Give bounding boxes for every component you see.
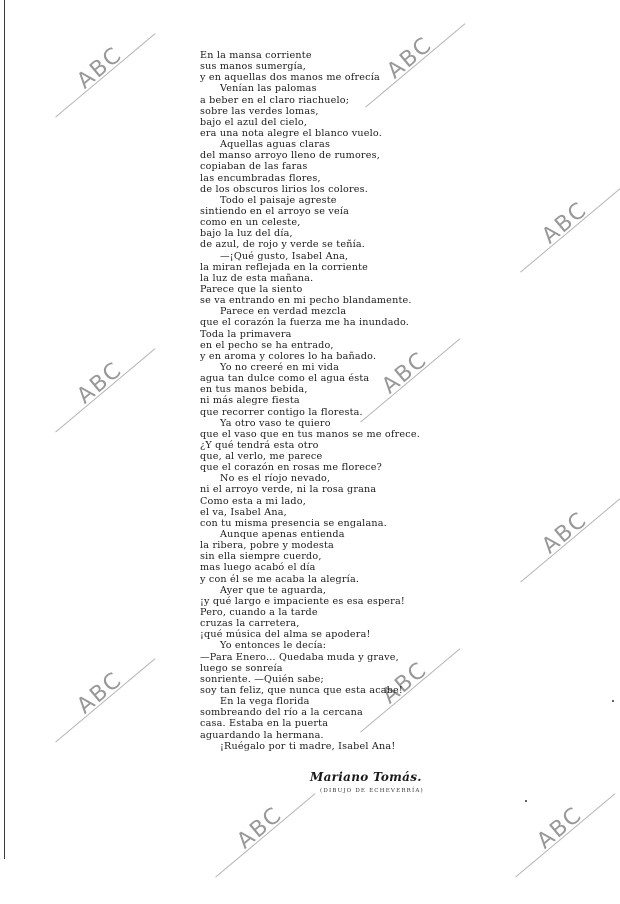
poem-line: era una nota alegre el blanco vuelo. bbox=[200, 127, 382, 139]
poem-line: aguardando la hermana. bbox=[200, 729, 324, 741]
poem-line: Parece en verdad mezcla bbox=[220, 306, 347, 318]
poem-line: Pero, cuando a la tarde bbox=[200, 607, 318, 619]
poem-line: sobre las verdes lomas, bbox=[200, 105, 319, 117]
abc-watermark: ABC bbox=[493, 766, 620, 903]
poem-line: de los obscuros lirios los colores. bbox=[200, 183, 368, 195]
poem-line: —¡Qué gusto, Isabel Ana, bbox=[220, 250, 349, 262]
abc-watermark: ABC bbox=[338, 311, 483, 448]
poem-line: del manso arroyo lleno de rumores, bbox=[200, 150, 380, 162]
poem-line: agua tan dulce como el agua ésta bbox=[200, 373, 370, 385]
poem-line: como en un celeste, bbox=[200, 217, 301, 229]
poem-line: que el corazón la fuerza me ha inundado. bbox=[200, 317, 410, 329]
poem-line: el va, Isabel Ana, bbox=[200, 506, 287, 518]
poem-line: En la vega florida bbox=[220, 696, 310, 708]
poem-line: No es el ríojo nevado, bbox=[220, 473, 331, 485]
poem-line: Aunque apenas entienda bbox=[220, 529, 345, 541]
abc-watermark: ABC bbox=[33, 631, 178, 768]
poem-line: En la mansa corriente bbox=[200, 50, 312, 61]
poem-line: ¡y qué largo e impaciente es esa espera! bbox=[200, 595, 405, 607]
page-edge-line bbox=[4, 0, 5, 859]
poem-line: y con él se me acaba la alegría. bbox=[200, 573, 360, 585]
poem-line: y en aquellas dos manos me ofrecía bbox=[200, 72, 380, 84]
abc-watermark: ABC bbox=[498, 161, 620, 298]
poem-line: las encumbradas flores, bbox=[200, 172, 321, 184]
poem-line: en el pecho se ha entrado, bbox=[200, 339, 334, 351]
poem-line: con tu misma presencia se engalana. bbox=[200, 517, 387, 529]
poem-line: Parece que la siento bbox=[200, 283, 303, 295]
print-speck bbox=[612, 700, 614, 702]
poem-line: Toda la primavera bbox=[200, 328, 292, 340]
poem-line: Venían las palomas bbox=[220, 83, 317, 95]
poem-line: que el vaso que en tus manos se me ofrece. bbox=[200, 428, 421, 440]
author-signature: Mariano Tomás. bbox=[310, 770, 422, 784]
poem-line: ¿Y qué tendrá esta otro bbox=[200, 439, 319, 451]
poem-line: sombreando del río a la cercana bbox=[200, 707, 363, 719]
poem-line: ni el arroyo verde, ni la rosa grana bbox=[200, 484, 377, 496]
poem-line: y en aroma y colores lo ha bañado. bbox=[200, 350, 377, 362]
poem-line: de azul, de rojo y verde se teñía. bbox=[200, 239, 366, 251]
poem-line: bajo la luz del día, bbox=[200, 228, 293, 240]
poem-line: ¡qué música del alma se apodera! bbox=[200, 629, 371, 641]
illustration-credit: (DIBUJO DE ECHEVERRÍA) bbox=[320, 788, 424, 794]
abc-watermark: ABC bbox=[193, 766, 338, 903]
poem-line: que el corazón en rosas me florece? bbox=[200, 462, 382, 474]
poem-line: Yo entonces le decía: bbox=[220, 640, 327, 652]
poem-line: Ya otro vaso te quiero bbox=[220, 417, 331, 429]
poem-line: sonriente. —Quién sabe; bbox=[200, 673, 324, 685]
poem-line: Ayer que te aguarda, bbox=[220, 584, 327, 596]
poem-line: ni más alegre fiesta bbox=[200, 395, 300, 407]
poem-line: que, al verlo, me parece bbox=[200, 451, 323, 463]
poem-line: Yo no creeré en mi vida bbox=[220, 361, 340, 373]
poem-line: Como esta a mi lado, bbox=[200, 495, 307, 507]
poem-line: copiaban de las faras bbox=[200, 161, 308, 173]
poem-line: ¡Ruégalo por ti madre, Isabel Ana! bbox=[220, 740, 396, 752]
poem-line: mas luego acabó el día bbox=[200, 562, 316, 574]
poem-line: soy tan feliz, que nunca que esta acabe! bbox=[200, 685, 403, 697]
poem-line: a beber en el claro riachuelo; bbox=[200, 94, 350, 106]
poem-line: sin ella siempre cuerdo, bbox=[200, 551, 322, 563]
abc-watermark: ABC bbox=[33, 6, 178, 143]
poem-line: la miran reflejada en la corriente bbox=[200, 261, 369, 273]
abc-watermark: ABC bbox=[338, 621, 483, 758]
abc-watermark: ABC bbox=[498, 471, 620, 608]
print-speck bbox=[525, 800, 527, 802]
poem-line: casa. Estaba en la puerta bbox=[200, 718, 329, 730]
poem-line: se va entrando en mi pecho blandamente. bbox=[200, 295, 412, 307]
poem-line: la ribera, pobre y modesta bbox=[200, 540, 334, 552]
poem-line: sintiendo en el arroyo se veía bbox=[200, 205, 350, 217]
poem-line: Todo el paisaje agreste bbox=[220, 194, 337, 206]
poem-line: sus manos sumergía, bbox=[200, 61, 307, 73]
poem-line: cruzas la carretera, bbox=[200, 618, 300, 630]
poem-body bbox=[200, 50, 440, 752]
poem-line: —Para Enero... Quedaba muda y grave, bbox=[200, 651, 399, 663]
poem-line: que recorrer contigo la floresta. bbox=[200, 406, 363, 418]
poem-line: la luz de esta mañana. bbox=[200, 272, 314, 284]
poem-line: luego se sonreía bbox=[200, 662, 283, 674]
abc-watermark: ABC bbox=[33, 321, 178, 458]
poem-line: bajo el azul del cielo, bbox=[200, 116, 308, 128]
abc-watermark: ABC bbox=[343, 0, 488, 134]
poem-line: en tus manos bebida, bbox=[200, 384, 308, 396]
poem-line: Aquellas aguas claras bbox=[220, 139, 331, 151]
